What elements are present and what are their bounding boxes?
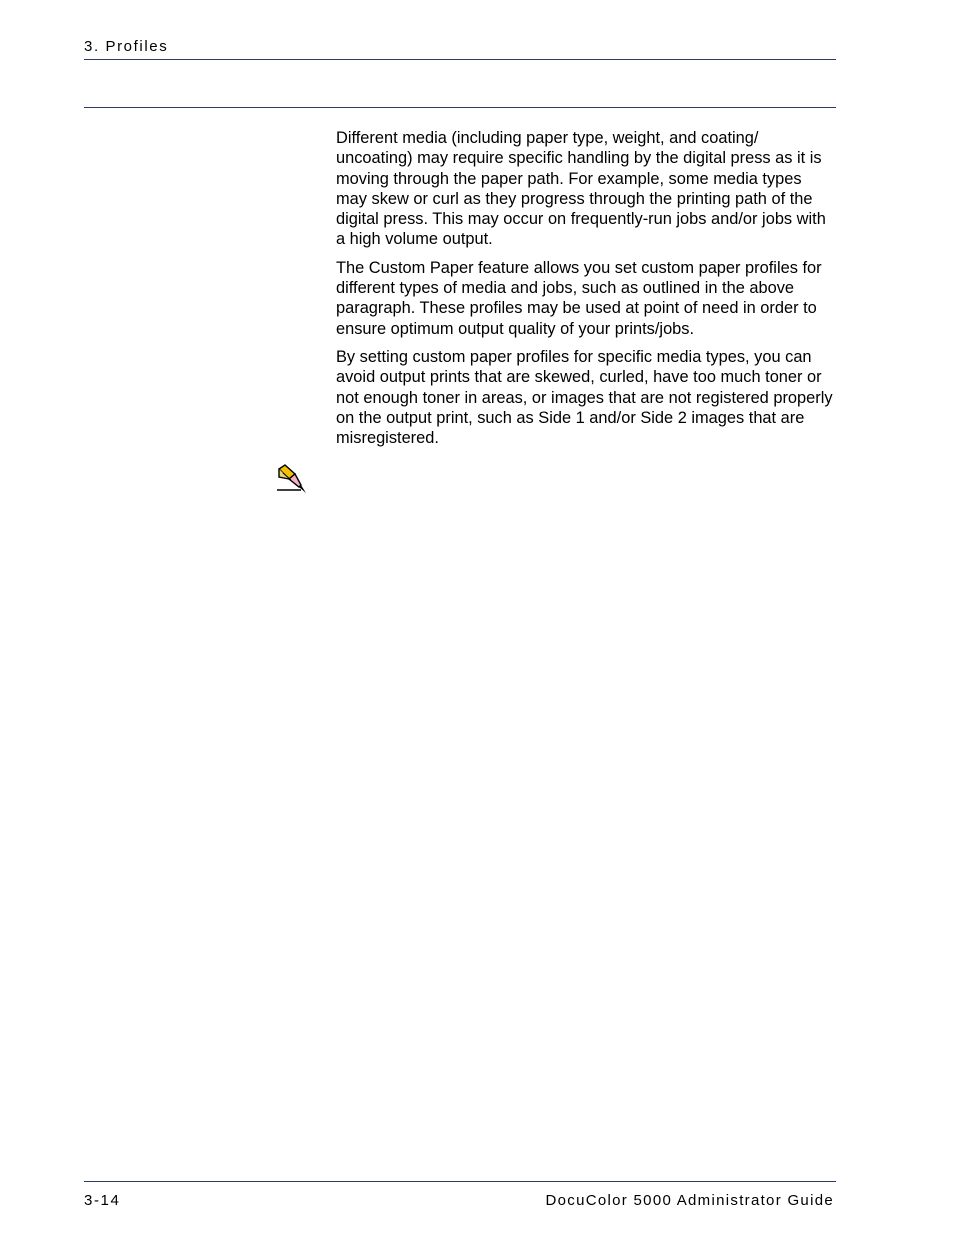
page-number: 3-14	[84, 1192, 121, 1209]
header-rule	[84, 59, 836, 60]
body-text	[336, 128, 836, 456]
paragraph-custom-paper: The Custom Paper feature allows you set custom paper profiles for different types of media and jobs, such as outlined in the above paragraph. These profiles may be used at point of need in order to ensure optimum output quality of your prints/jobs.	[336, 258, 822, 338]
paragraph-custom-profiles: By setting custom paper profiles for specific media types, you can avoid output prints that are skewed, curled, have too much toner or not enough toner in areas, or images that are not registered properly on the output print, such as Side 1 and/or Side 2 images that are misregistered.	[336, 347, 833, 448]
paragraph-media-handling: Different media (including paper type, weight, and coating/ uncoating) may require specific handling by the digital press as it is moving through the paper path. For example, some media types may skew or curl as they progress through the printing path of the digital press. This may occur on frequently-run jobs and/or jobs with a high volume output.	[336, 129, 826, 249]
footer-rule	[84, 1181, 836, 1182]
note-pencil-icon	[275, 463, 307, 495]
running-header: 3. Profiles	[84, 38, 169, 55]
guide-title: DocuColor 5000 Administrator Guide	[545, 1192, 834, 1209]
section-rule	[84, 107, 836, 108]
